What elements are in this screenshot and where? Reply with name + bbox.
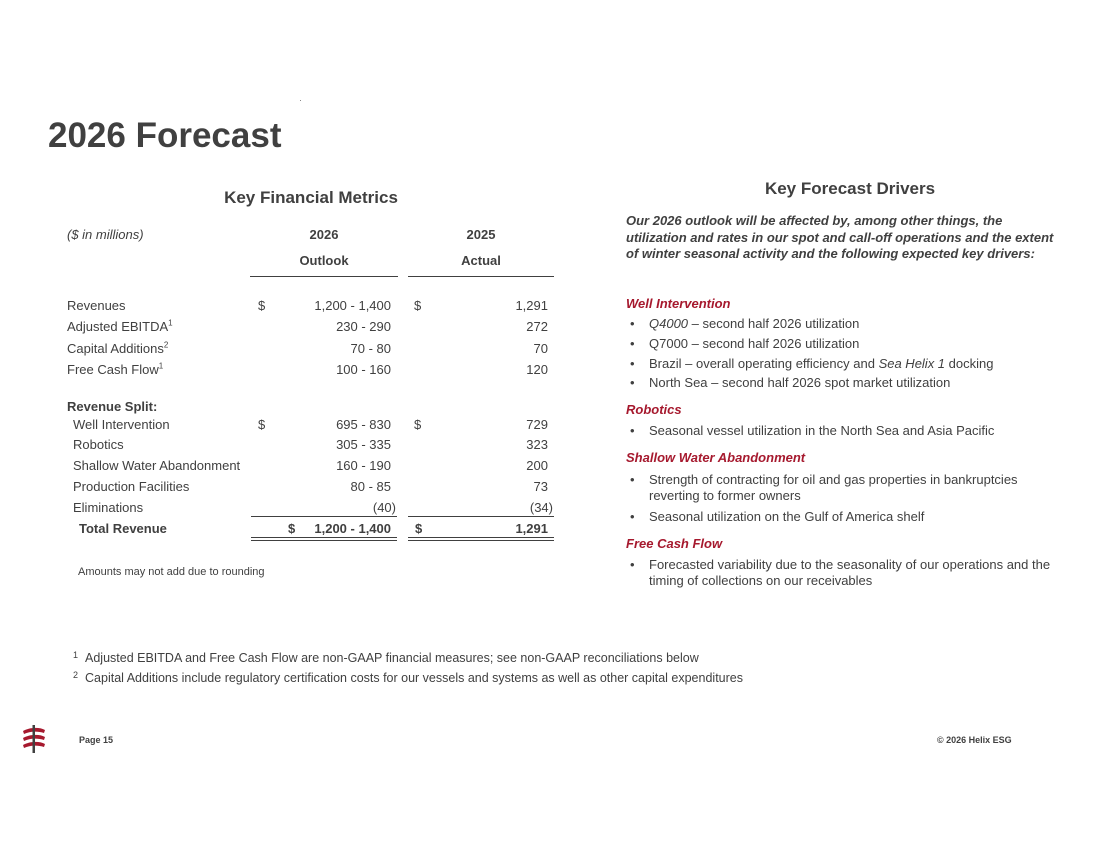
col-2026-year: 2026	[309, 227, 339, 242]
outlook-value: 1,200 - 1,400	[314, 298, 391, 313]
row-label: Production Facilities	[73, 479, 190, 494]
dollar-sign: $	[414, 417, 422, 432]
col-2026-sub: Outlook	[299, 253, 349, 268]
drivers-intro: Our 2026 outlook will be affected by, among other things, the utilization and rates in our spot and call-off operations and the extent of winter seasonal activity and the following expected key drivers:	[626, 213, 1054, 261]
row-label: Adjusted EBITDA$^1$	[67, 318, 173, 334]
forecast-drivers-heading: Key Forecast Drivers	[764, 179, 936, 198]
list-item: • Forecasted variability due to the seasonality of our operations and the timing of collections on our receivables	[630, 557, 1051, 588]
dollar-sign: $	[258, 298, 266, 313]
financial-metrics-heading: Key Financial Metrics	[224, 188, 398, 207]
total-rule-2025-a	[408, 537, 554, 538]
row-label: Total Revenue	[79, 521, 167, 536]
header-rule-2025	[408, 276, 554, 277]
table-row	[0, 417, 560, 437]
table-row	[0, 362, 560, 382]
copyright: © 2026 Helix ESG	[937, 735, 1012, 745]
table-row	[0, 319, 560, 339]
outlook-value: 160 - 190	[336, 458, 391, 473]
outlook-value: 695 - 830	[336, 417, 391, 432]
outlook-value: 305 - 335	[336, 437, 391, 452]
subtotal-rule-2026	[251, 516, 397, 517]
dollar-sign: $	[288, 521, 296, 536]
outlook-value: 1,200 - 1,400	[314, 521, 391, 536]
actual-value: 120	[526, 362, 548, 377]
outlook-value: 100 - 160	[336, 362, 391, 377]
total-rule-2025-b	[408, 540, 554, 541]
outlook-value: 230 - 290	[336, 319, 391, 334]
list-item: • North Sea – second half 2026 spot market utilization	[630, 375, 951, 390]
col-2025-year: 2025	[466, 227, 496, 242]
dollar-sign: $	[258, 417, 266, 432]
row-label: Free Cash Flow$^1$	[67, 361, 164, 377]
actual-value: (34)	[529, 500, 553, 515]
actual-value: 200	[526, 458, 548, 473]
page-title: 2026 Forecast	[48, 116, 282, 155]
actual-value: 1,291	[515, 298, 548, 313]
total-row	[0, 521, 560, 541]
table-row	[0, 298, 560, 318]
section-well-intervention: Well Intervention	[626, 296, 731, 311]
footnote: $^2$ Capital Additions include regulatory certification costs for our vessels and systems as well as other capital expenditures	[73, 670, 743, 685]
revenue-split-label: Revenue Split:	[67, 399, 158, 414]
units-label: ($ in millions)	[67, 227, 144, 242]
row-label: Eliminations	[73, 500, 144, 515]
table-row	[0, 500, 560, 520]
list-item: • Seasonal vessel utilization in the North Sea and Asia Pacific	[630, 423, 995, 438]
total-rule-2026-a	[251, 537, 397, 538]
row-label: Shallow Water Abandonment	[73, 458, 241, 473]
dollar-sign: $	[414, 298, 422, 313]
actual-value: 73	[533, 479, 548, 494]
section-free-cash-flow: Free Cash Flow	[626, 536, 723, 551]
table-row	[0, 458, 560, 478]
actual-value: 272	[526, 319, 548, 334]
section-robotics: Robotics	[626, 402, 682, 417]
row-label: Robotics	[73, 437, 124, 452]
dollar-sign: $	[415, 521, 423, 536]
section-shallow-water-abandonment: Shallow Water Abandonment	[626, 450, 806, 465]
actual-value: 70	[533, 341, 548, 356]
rounding-note: Amounts may not add due to rounding	[78, 566, 265, 578]
outlook-value: (40)	[372, 500, 396, 515]
actual-value: 323	[526, 437, 548, 452]
row-label: Capital Additions$^2$	[67, 340, 169, 356]
table-row	[0, 341, 560, 361]
subtotal-rule-2025	[408, 516, 554, 517]
stray-dot	[300, 100, 301, 101]
page-number: Page 15	[79, 735, 114, 745]
table-row	[0, 437, 560, 457]
row-label: Well Intervention	[73, 417, 170, 432]
table-row	[0, 479, 560, 499]
outlook-value: 70 - 80	[350, 341, 391, 356]
helix-logo-icon	[20, 724, 48, 754]
actual-value: 729	[526, 417, 548, 432]
list-item: • Seasonal utilization on the Gulf of America shelf	[630, 509, 925, 524]
actual-value: 1,291	[515, 521, 548, 536]
header-rule-2026	[250, 276, 398, 277]
list-item: • Brazil – overall operating efficiency and Sea Helix 1 docking	[630, 356, 994, 371]
total-rule-2026-b	[251, 540, 397, 541]
col-2025-sub: Actual	[461, 253, 501, 268]
outlook-value: 80 - 85	[350, 479, 391, 494]
list-item: • Strength of contracting for oil and gas properties in bankruptcies reverting to former owners	[630, 472, 1018, 503]
list-item: • Q4000 – second half 2026 utilization	[630, 316, 860, 331]
list-item: • Q7000 – second half 2026 utilization	[630, 336, 860, 351]
footnote: $^1$ Adjusted EBITDA and Free Cash Flow are non-GAAP financial measures; see non-GAAP reconciliations below	[73, 650, 699, 665]
row-label: Revenues	[67, 298, 126, 313]
